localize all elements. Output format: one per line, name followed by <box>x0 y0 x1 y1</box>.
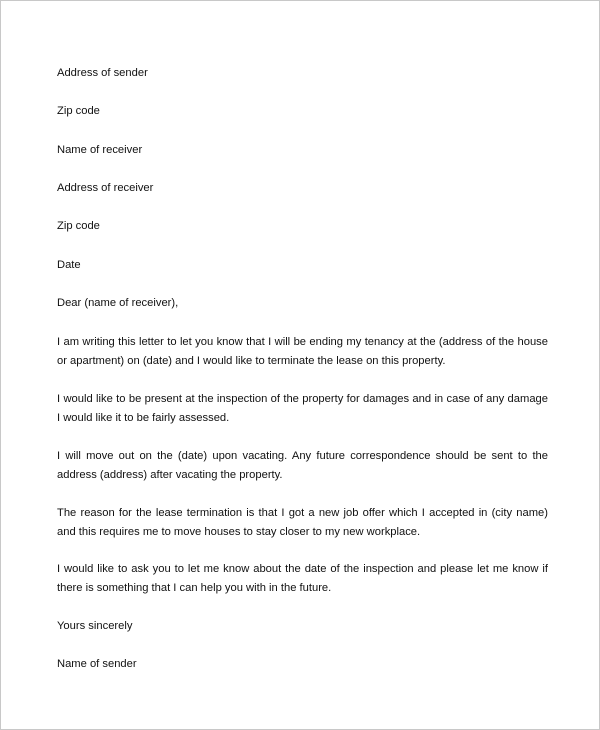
paragraph-reason: The reason for the lease termination is that I got a new job offer which I accepted in (city name) and this requires me to move houses to stay closer to my new workplace. <box>57 507 548 538</box>
closing: Yours sincerely <box>57 620 133 632</box>
letter-date: Date <box>57 259 81 271</box>
receiver-name: Name of receiver <box>57 144 143 156</box>
paragraph-request: I would like to ask you to let me know about the date of the inspection and please let me know if there is something that I can help you with in the future. <box>57 563 548 594</box>
paragraph-move-out: I will move out on the (date) upon vacating. Any future correspondence should be sent to the address (address) after vacating the property. <box>57 450 548 481</box>
receiver-zip-code: Zip code <box>57 220 100 232</box>
sender-zip-code: Zip code <box>57 105 100 117</box>
sender-address: Address of sender <box>57 67 148 79</box>
paragraph-inspection: I would like to be present at the inspection of the property for damages and in case of any damage I would like it to be fairly assessed. <box>57 393 548 424</box>
sender-signature-name: Name of sender <box>57 658 137 670</box>
paragraph-tenancy-ending: I am writing this letter to let you know that I will be ending my tenancy at the (address of the house or apartment) on (date) and I would like to terminate the lease on this property. <box>57 336 548 367</box>
salutation: Dear (name of receiver), <box>57 297 179 309</box>
receiver-address: Address of receiver <box>57 182 154 194</box>
